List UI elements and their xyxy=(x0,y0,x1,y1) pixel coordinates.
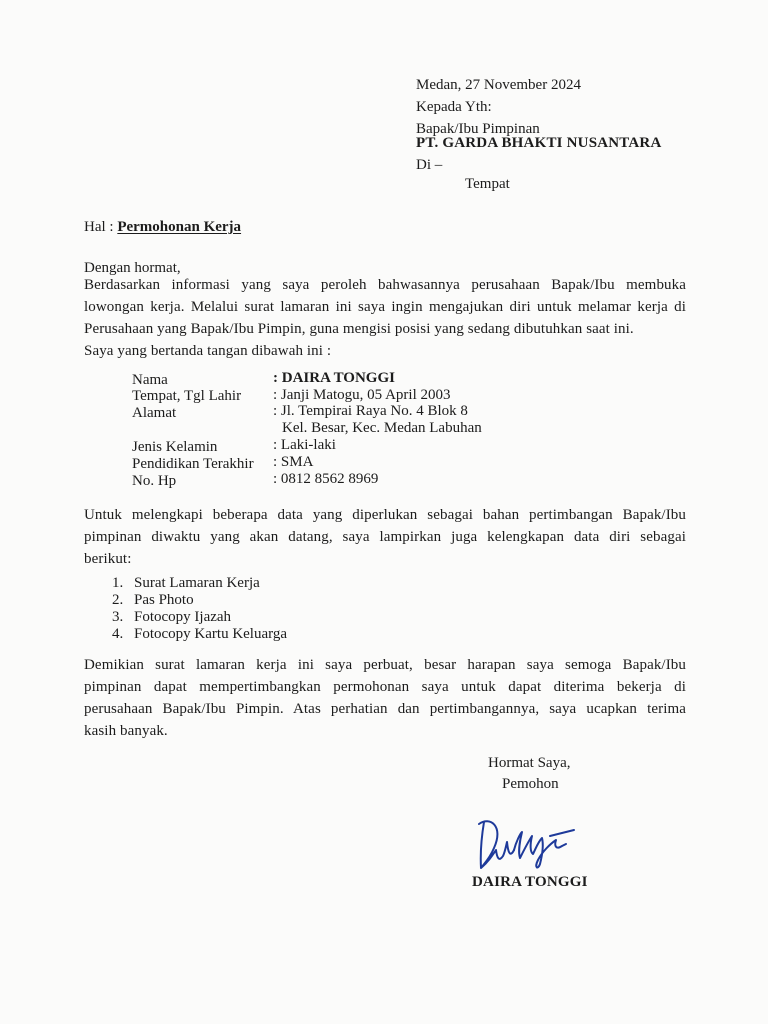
education-label: Pendidikan Terakhir xyxy=(132,456,254,472)
regards: Hormat Saya, xyxy=(488,755,571,771)
signer-name: DAIRA TONGGI xyxy=(472,874,588,890)
list-number: 3. xyxy=(112,609,124,625)
place-date: Medan, 27 November 2024 xyxy=(416,77,581,93)
closing-line: pimpinan dapat mempertimbangkan permohonan saya untuk dapat diterima bekerja di xyxy=(84,679,686,695)
company-name: PT. GARDA BHAKTI NUSANTARA xyxy=(416,135,662,151)
address-label: Alamat xyxy=(132,405,177,421)
gender-value: : Laki-laki xyxy=(273,437,336,453)
list-number: 1. xyxy=(112,575,124,591)
attachments-intro-line: Untuk melengkapi beberapa data yang diperlukan sebagai bahan pertimbangan Bapak/Ibu xyxy=(84,507,686,523)
subject-label: Hal : xyxy=(84,219,118,235)
signature-svg xyxy=(470,812,590,876)
attachments-intro xyxy=(84,504,686,570)
attachments-intro-line: berikut: xyxy=(84,551,132,567)
list-item xyxy=(112,609,231,626)
list-text: Fotocopy Kartu Keluarga xyxy=(134,626,288,642)
phone-value: : 0812 8562 8969 xyxy=(273,471,379,487)
di-line: Di – xyxy=(416,157,443,173)
list-text: Fotocopy Ijazah xyxy=(134,609,232,625)
closing-paragraph xyxy=(84,654,686,742)
list-item xyxy=(112,626,287,643)
signature-strokes xyxy=(479,821,574,868)
intro-line: lowongan kerja. Melalui surat lamaran ini saya ingin mengajukan diri untuk melamar kerja di xyxy=(84,299,686,315)
list-text: Pas Photo xyxy=(134,592,194,608)
closing-line: kasih banyak. xyxy=(84,723,168,739)
phone-label: No. Hp xyxy=(132,473,177,489)
name-label: Nama xyxy=(132,372,168,388)
closing-line: Demikian surat lamaran kerja ini saya perbuat, besar harapan saya semoga Bapak/Ibu xyxy=(84,657,686,673)
birth-value: : Janji Matogu, 05 April 2003 xyxy=(273,387,451,403)
attachments-intro-line: pimpinan diwaktu yang akan datang, saya lampirkan juga kelengkapan data diri sebagai xyxy=(84,529,686,545)
list-number: 4. xyxy=(112,626,124,642)
handwritten-signature-icon xyxy=(470,812,590,876)
education-value: : SMA xyxy=(273,454,314,470)
subject-text: Permohonan Kerja xyxy=(117,219,242,235)
recipient-title: Bapak/Ibu Pimpinan xyxy=(416,121,540,137)
role-label: Pemohon xyxy=(502,776,559,792)
address-value-2: Kel. Besar, Kec. Medan Labuhan xyxy=(282,420,482,436)
greeting: Dengan hormat, xyxy=(84,260,181,276)
list-text: Surat Lamaran Kerja xyxy=(134,575,260,591)
intro-line: Berdasarkan informasi yang saya peroleh bahwasannya perusahaan Bapak/Ibu membuka xyxy=(84,277,686,293)
list-number: 2. xyxy=(112,592,124,608)
name-value: : DAIRA TONGGI xyxy=(273,370,395,386)
address-value-1: : Jl. Tempirai Raya No. 4 Blok 8 xyxy=(273,403,468,419)
intro-paragraph xyxy=(84,274,686,362)
to-line: Kepada Yth: xyxy=(416,99,492,115)
subject-line xyxy=(84,218,241,236)
list-item xyxy=(112,592,194,609)
intro-line: Saya yang bertanda tangan dibawah ini : xyxy=(84,343,332,359)
list-item xyxy=(112,575,260,592)
tempat-line: Tempat xyxy=(465,176,510,192)
intro-line: Perusahaan yang Bapak/Ibu Pimpin, guna mengisi posisi yang sedang dibutuhkan saat ini. xyxy=(84,321,634,337)
gender-label: Jenis Kelamin xyxy=(132,439,218,455)
closing-line: perusahaan Bapak/Ibu Pimpin. Atas perhatian dan pertimbangannya, saya ucapkan terima xyxy=(84,701,686,717)
birth-label: Tempat, Tgl Lahir xyxy=(132,388,242,404)
